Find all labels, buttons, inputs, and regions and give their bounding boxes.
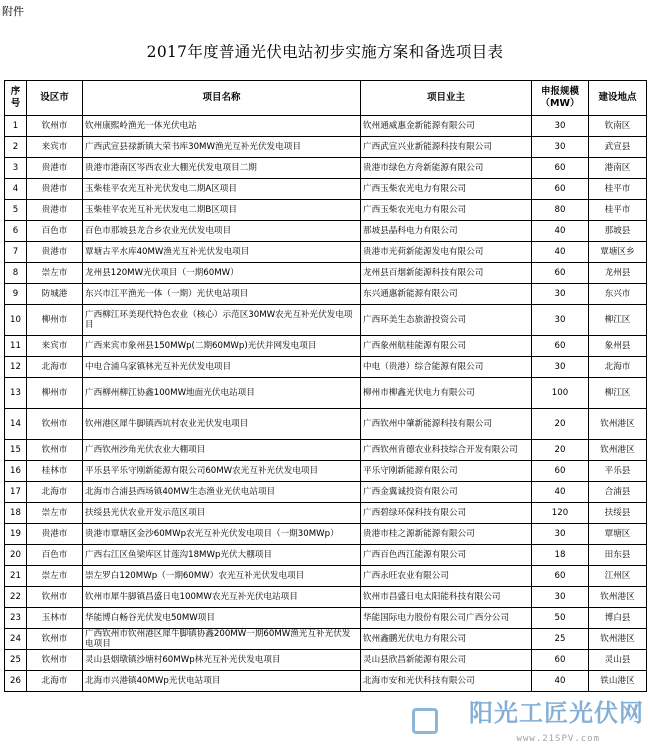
cell-city: 贵港市 bbox=[27, 200, 83, 221]
cell-location: 武宣县 bbox=[589, 137, 647, 158]
cell-project-name: 玉柴桂平农光互补光伏发电二期A区项目 bbox=[83, 179, 361, 200]
cell-project-name: 广西柳州柳江协鑫100MW地面光伏电站项目 bbox=[83, 378, 361, 409]
table-row bbox=[5, 461, 647, 482]
cell-city: 柳州市 bbox=[27, 378, 83, 409]
cell-index: 22 bbox=[5, 587, 27, 608]
table-row bbox=[5, 482, 647, 503]
cell-owner: 钦州通威惠金新能源有限公司 bbox=[361, 116, 532, 137]
cell-index: 12 bbox=[5, 357, 27, 378]
cell-location: 港南区 bbox=[589, 158, 647, 179]
cell-capacity: 80 bbox=[532, 200, 589, 221]
cell-project-name: 北海市合浦县西场镇40MW生态渔业光伏电站项目 bbox=[83, 482, 361, 503]
cell-location: 柳江区 bbox=[589, 378, 647, 409]
cell-location: 灵山县 bbox=[589, 650, 647, 671]
cell-location: 龙州县 bbox=[589, 263, 647, 284]
table-row bbox=[5, 357, 647, 378]
header-capacity: 申报规模（MW） bbox=[532, 81, 589, 116]
table-row bbox=[5, 629, 647, 650]
cell-location: 那坡县 bbox=[589, 221, 647, 242]
cell-index: 9 bbox=[5, 284, 27, 305]
cell-owner: 平乐守刚新能源有限公司 bbox=[361, 461, 532, 482]
cell-location: 田东县 bbox=[589, 545, 647, 566]
cell-location: 钦州港区 bbox=[589, 587, 647, 608]
cell-project-name: 北海市兴港镇40MWp光伏电站项目 bbox=[83, 671, 361, 692]
cell-index: 18 bbox=[5, 503, 27, 524]
cell-index: 8 bbox=[5, 263, 27, 284]
table-row bbox=[5, 336, 647, 357]
cell-capacity: 60 bbox=[532, 179, 589, 200]
cell-location: 博白县 bbox=[589, 608, 647, 629]
table-row bbox=[5, 587, 647, 608]
cell-city: 钦州市 bbox=[27, 587, 83, 608]
cell-city: 崇左市 bbox=[27, 503, 83, 524]
table-row bbox=[5, 116, 647, 137]
cell-location: 桂平市 bbox=[589, 179, 647, 200]
cell-capacity: 30 bbox=[532, 284, 589, 305]
cell-project-name: 灵山县烟墩镇沙塘村60MWp林光互补光伏发电项目 bbox=[83, 650, 361, 671]
cell-project-name: 龙州县120MW光伏项目（一期60MW） bbox=[83, 263, 361, 284]
cell-project-name: 百色市那坡县龙合乡农业光伏发电项目 bbox=[83, 221, 361, 242]
cell-index: 20 bbox=[5, 545, 27, 566]
cell-capacity: 30 bbox=[532, 357, 589, 378]
cell-index: 23 bbox=[5, 608, 27, 629]
cell-project-name: 贵港市港南区岑西农业大棚光伏发电项目二期 bbox=[83, 158, 361, 179]
cell-capacity: 60 bbox=[532, 461, 589, 482]
attachment-label: 附件 bbox=[2, 5, 24, 18]
cell-city: 钦州市 bbox=[27, 116, 83, 137]
cell-capacity: 30 bbox=[532, 305, 589, 336]
cell-project-name: 广西武宣县禄新镇大荣书库30MW渔光互补光伏发电项目 bbox=[83, 137, 361, 158]
cell-capacity: 60 bbox=[532, 158, 589, 179]
cell-index: 24 bbox=[5, 629, 27, 650]
cell-owner: 龙州县百烟新能源科技有限公司 bbox=[361, 263, 532, 284]
header-project-name: 项目名称 bbox=[83, 81, 361, 116]
watermark-logo-icon bbox=[412, 708, 438, 734]
table-row bbox=[5, 263, 647, 284]
cell-capacity: 120 bbox=[532, 503, 589, 524]
project-table bbox=[4, 80, 647, 692]
cell-city: 百色市 bbox=[27, 545, 83, 566]
cell-location: 柳江区 bbox=[589, 305, 647, 336]
table-row bbox=[5, 137, 647, 158]
table-row bbox=[5, 284, 647, 305]
cell-city: 钦州市 bbox=[27, 629, 83, 650]
cell-city: 崇左市 bbox=[27, 263, 83, 284]
cell-location: 扶绥县 bbox=[589, 503, 647, 524]
cell-project-name: 广西柳江环美现代特色农业（核心）示范区30MW农光互补光伏发电项目 bbox=[83, 305, 361, 336]
cell-location: 钦州港区 bbox=[589, 409, 647, 440]
cell-capacity: 30 bbox=[532, 524, 589, 545]
cell-owner: 东兴通惠新能源有限公司 bbox=[361, 284, 532, 305]
cell-city: 贵港市 bbox=[27, 179, 83, 200]
table-row bbox=[5, 671, 647, 692]
cell-owner: 广西环美生态旅游投资公司 bbox=[361, 305, 532, 336]
cell-project-name: 华能博白畅谷光伏发电50MW项目 bbox=[83, 608, 361, 629]
cell-location: 合浦县 bbox=[589, 482, 647, 503]
cell-owner: 中电（贵港）综合能源有限公司 bbox=[361, 357, 532, 378]
cell-project-name: 覃塘古平水库40MW渔光互补光伏发电项目 bbox=[83, 242, 361, 263]
cell-index: 5 bbox=[5, 200, 27, 221]
cell-owner: 钦州鑫鹏光伏电力有限公司 bbox=[361, 629, 532, 650]
cell-city: 钦州市 bbox=[27, 409, 83, 440]
cell-owner: 灵山县欣昌新能源有限公司 bbox=[361, 650, 532, 671]
cell-project-name: 贵港市覃塘区金沙60MWp农光互补光伏发电项目（一期30MWp） bbox=[83, 524, 361, 545]
table-row bbox=[5, 440, 647, 461]
table-row bbox=[5, 650, 647, 671]
cell-location: 钦州港区 bbox=[589, 440, 647, 461]
cell-index: 10 bbox=[5, 305, 27, 336]
cell-capacity: 40 bbox=[532, 221, 589, 242]
cell-owner: 广西碧绿环保科技有限公司 bbox=[361, 503, 532, 524]
cell-index: 26 bbox=[5, 671, 27, 692]
table-row bbox=[5, 378, 647, 409]
table-row bbox=[5, 158, 647, 179]
header-index: 序号 bbox=[5, 81, 27, 116]
cell-index: 3 bbox=[5, 158, 27, 179]
cell-location: 钦南区 bbox=[589, 116, 647, 137]
cell-location: 北海市 bbox=[589, 357, 647, 378]
cell-city: 玉林市 bbox=[27, 608, 83, 629]
table-row bbox=[5, 179, 647, 200]
cell-project-name: 扶绥县光伏农业开发示范区项目 bbox=[83, 503, 361, 524]
cell-owner: 广西钦州中肇新能源科技有限公司 bbox=[361, 409, 532, 440]
table-row bbox=[5, 503, 647, 524]
cell-city: 北海市 bbox=[27, 357, 83, 378]
cell-city: 钦州市 bbox=[27, 650, 83, 671]
cell-index: 4 bbox=[5, 179, 27, 200]
cell-index: 17 bbox=[5, 482, 27, 503]
cell-owner: 广西象州航桂能源有限公司 bbox=[361, 336, 532, 357]
cell-city: 崇左市 bbox=[27, 566, 83, 587]
cell-owner: 广西金翼诚投资有限公司 bbox=[361, 482, 532, 503]
cell-capacity: 60 bbox=[532, 566, 589, 587]
cell-index: 25 bbox=[5, 650, 27, 671]
cell-city: 百色市 bbox=[27, 221, 83, 242]
cell-project-name: 中电合浦乌家镇林光互补光伏发电项目 bbox=[83, 357, 361, 378]
cell-project-name: 广西钦州沙角光伏农业大棚项目 bbox=[83, 440, 361, 461]
cell-owner: 广西武宣兴业新能源科技有限公司 bbox=[361, 137, 532, 158]
cell-city: 北海市 bbox=[27, 482, 83, 503]
cell-capacity: 60 bbox=[532, 650, 589, 671]
cell-owner: 广西玉柴农光电力有限公司 bbox=[361, 179, 532, 200]
cell-city: 贵港市 bbox=[27, 158, 83, 179]
cell-location: 覃塘区 bbox=[589, 524, 647, 545]
cell-index: 13 bbox=[5, 378, 27, 409]
cell-owner: 贵港市绿色方舟新能源有限公司 bbox=[361, 158, 532, 179]
cell-capacity: 25 bbox=[532, 629, 589, 650]
cell-project-name: 钦州康熙岭渔光一体光伏电站 bbox=[83, 116, 361, 137]
table-header-row bbox=[5, 81, 647, 116]
cell-capacity: 18 bbox=[532, 545, 589, 566]
cell-capacity: 30 bbox=[532, 116, 589, 137]
cell-index: 7 bbox=[5, 242, 27, 263]
cell-city: 贵港市 bbox=[27, 524, 83, 545]
header-city: 设区市 bbox=[27, 81, 83, 116]
cell-owner: 广西百色西江能源有限公司 bbox=[361, 545, 532, 566]
cell-owner: 柳州市柳鑫光伏电力有限公司 bbox=[361, 378, 532, 409]
cell-capacity: 40 bbox=[532, 671, 589, 692]
cell-owner: 华能国际电力股份有限公司广西分公司 bbox=[361, 608, 532, 629]
cell-location: 江州区 bbox=[589, 566, 647, 587]
cell-capacity: 60 bbox=[532, 336, 589, 357]
header-owner: 项目业主 bbox=[361, 81, 532, 116]
table-row bbox=[5, 608, 647, 629]
cell-capacity: 40 bbox=[532, 242, 589, 263]
cell-capacity: 30 bbox=[532, 587, 589, 608]
table-row bbox=[5, 545, 647, 566]
cell-location: 钦州港区 bbox=[589, 629, 647, 650]
cell-location: 东兴市 bbox=[589, 284, 647, 305]
cell-index: 21 bbox=[5, 566, 27, 587]
cell-capacity: 100 bbox=[532, 378, 589, 409]
cell-owner: 钦州市昌盛日电太阳能科技有限公司 bbox=[361, 587, 532, 608]
cell-city: 防城港 bbox=[27, 284, 83, 305]
cell-index: 2 bbox=[5, 137, 27, 158]
header-location: 建设地点 bbox=[589, 81, 647, 116]
cell-location: 覃塘区乡 bbox=[589, 242, 647, 263]
cell-index: 14 bbox=[5, 409, 27, 440]
cell-capacity: 30 bbox=[532, 137, 589, 158]
cell-location: 平乐县 bbox=[589, 461, 647, 482]
cell-index: 1 bbox=[5, 116, 27, 137]
cell-project-name: 崇左罗白120MWp（一期60MW）农光互补光伏发电项目 bbox=[83, 566, 361, 587]
cell-owner: 那坡县晶科电力有限公司 bbox=[361, 221, 532, 242]
cell-capacity: 60 bbox=[532, 263, 589, 284]
table-row bbox=[5, 221, 647, 242]
cell-owner: 广西永旺农业有限公司 bbox=[361, 566, 532, 587]
cell-city: 钦州市 bbox=[27, 440, 83, 461]
document-title: 2017年度普通光伏电站初步实施方案和备选项目表 bbox=[146, 43, 504, 61]
cell-city: 柳州市 bbox=[27, 305, 83, 336]
table-row bbox=[5, 524, 647, 545]
watermark-text: 阳光工匠光伏网 bbox=[469, 699, 644, 727]
cell-project-name: 钦州港区犀牛脚镇西坑村农业光伏发电项目 bbox=[83, 409, 361, 440]
table-row bbox=[5, 305, 647, 336]
cell-index: 19 bbox=[5, 524, 27, 545]
cell-project-name: 玉柴桂平农光互补光伏发电二期B区项目 bbox=[83, 200, 361, 221]
cell-owner: 北海市安和光伏科技有限公司 bbox=[361, 671, 532, 692]
cell-location: 桂平市 bbox=[589, 200, 647, 221]
cell-owner: 广西钦州肯德农业科技综合开发有限公司 bbox=[361, 440, 532, 461]
cell-project-name: 广西来宾市象州县150MWp(二期60MWp)光伏并网发电项目 bbox=[83, 336, 361, 357]
cell-project-name: 广西钦州市钦州港区犀牛脚镇协鑫200MW一期60MW渔光互补光伏发电项目 bbox=[83, 629, 361, 650]
cell-city: 来宾市 bbox=[27, 336, 83, 357]
table-row bbox=[5, 242, 647, 263]
cell-index: 15 bbox=[5, 440, 27, 461]
cell-capacity: 20 bbox=[532, 440, 589, 461]
table-row bbox=[5, 409, 647, 440]
cell-index: 6 bbox=[5, 221, 27, 242]
cell-location: 铁山港区 bbox=[589, 671, 647, 692]
cell-project-name: 广西右江区鱼梁库区甘莲沟18MWp光伏大棚项目 bbox=[83, 545, 361, 566]
cell-owner: 贵港市桂之源新能源有限公司 bbox=[361, 524, 532, 545]
table-row bbox=[5, 566, 647, 587]
cell-project-name: 平乐县平乐守刚新能源有限公司60MW农光互补光伏发电项目 bbox=[83, 461, 361, 482]
cell-capacity: 20 bbox=[532, 409, 589, 440]
cell-index: 16 bbox=[5, 461, 27, 482]
cell-city: 来宾市 bbox=[27, 137, 83, 158]
table-row bbox=[5, 200, 647, 221]
cell-city: 北海市 bbox=[27, 671, 83, 692]
cell-owner: 广西玉柴农光电力有限公司 bbox=[361, 200, 532, 221]
cell-city: 贵港市 bbox=[27, 242, 83, 263]
watermark-url: www.21SPV.com bbox=[516, 734, 600, 744]
cell-project-name: 钦州市犀牛脚镇昌盛日电100MW农光互补光伏电站项目 bbox=[83, 587, 361, 608]
cell-location: 象州县 bbox=[589, 336, 647, 357]
cell-capacity: 40 bbox=[532, 482, 589, 503]
cell-project-name: 东兴市江平渔光一体（一期）光伏电站项目 bbox=[83, 284, 361, 305]
cell-capacity: 50 bbox=[532, 608, 589, 629]
cell-index: 11 bbox=[5, 336, 27, 357]
cell-city: 桂林市 bbox=[27, 461, 83, 482]
cell-owner: 贵港市光荷新能源发电有限公司 bbox=[361, 242, 532, 263]
